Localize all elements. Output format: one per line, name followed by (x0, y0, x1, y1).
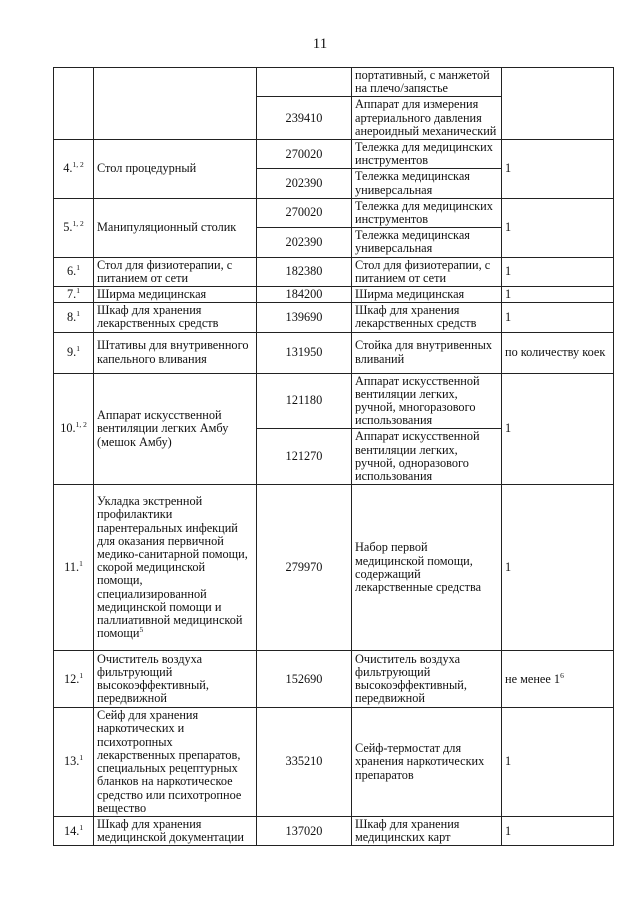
item-description: Тележка медицинская универсальная (352, 228, 502, 257)
item-description: Тележка медицинская универсальная (352, 169, 502, 198)
item-name-cell (94, 68, 257, 140)
item-code: 184200 (257, 287, 352, 303)
row-number-footnote: 1 (79, 670, 84, 680)
item-code: 139690 (257, 303, 352, 332)
item-code: 270020 (257, 140, 352, 169)
row-number-text: 11. (64, 560, 80, 575)
item-name-cell (94, 816, 257, 845)
row-number (54, 287, 94, 303)
item-code: 335210 (257, 708, 352, 817)
item-description: Шкаф для хранения медицинских карт (352, 816, 502, 845)
item-quantity-text: 1 (505, 823, 512, 838)
item-quantity-text: 1 (505, 161, 512, 176)
row-number (54, 257, 94, 286)
item-quantity (502, 485, 614, 651)
table-row (54, 816, 614, 845)
item-name-cell (94, 332, 257, 373)
row-number-text: 5. (63, 220, 73, 235)
item-quantity (502, 68, 614, 140)
item-quantity (502, 708, 614, 817)
row-number-text: 10. (60, 421, 76, 436)
item-quantity-text: 1 (505, 264, 512, 279)
row-number-text: 12. (63, 671, 80, 686)
row-number-footnote: 1 (79, 559, 83, 569)
page-number: 11 (312, 36, 328, 52)
row-number (54, 485, 94, 651)
item-name-cell (94, 373, 257, 485)
row-number-text: 14. (63, 823, 80, 838)
item-name: Аппарат искусственной вентиляции легких Амбу (мешок Амбу) (97, 408, 229, 449)
item-code: 239410 (257, 97, 352, 140)
table-body (54, 68, 614, 846)
item-code: 202390 (257, 228, 352, 257)
item-quantity (502, 287, 614, 303)
table-row (54, 140, 614, 169)
table-row (54, 708, 614, 817)
table-row (54, 68, 614, 97)
item-name-cell (94, 708, 257, 817)
item-code: 270020 (257, 198, 352, 227)
item-code: 182380 (257, 257, 352, 286)
equipment-table (53, 67, 614, 846)
item-description: Аппарат для измерения артериального давления анероидный механический (352, 97, 502, 140)
item-name-cell (94, 198, 257, 257)
item-code: 121180 (257, 373, 352, 429)
row-number-text: 7. (67, 287, 77, 302)
item-quantity-text: 1 (505, 421, 512, 436)
item-description: Набор первой медицинской помощи, содержащий лекарственные средства (352, 485, 502, 651)
row-number-footnote: 1 (76, 308, 80, 318)
item-code: 121270 (257, 429, 352, 485)
item-name: Шкаф для хранения медицинской документации (97, 816, 245, 845)
row-number (54, 332, 94, 373)
item-name-footnote: 5 (139, 625, 144, 635)
item-quantity-text: 1 (505, 309, 512, 324)
item-name: Манипуляционный столик (97, 220, 237, 235)
item-name-cell (94, 140, 257, 199)
row-number-footnote: 1 (76, 285, 80, 295)
item-description: Шкаф для хранения лекарственных средств (352, 303, 502, 332)
row-number-footnote: 1, 2 (72, 160, 84, 170)
row-number (54, 373, 94, 485)
row-number-footnote: 1 (76, 263, 80, 273)
row-number (54, 68, 94, 140)
item-name: Очиститель воздуха фильтрующий высокоэффективный, передвижной (97, 651, 209, 706)
item-description: Аппарат искусственной вентиляции легких, ручной, одноразового использования (352, 429, 502, 485)
item-quantity-text: 1 (505, 560, 512, 575)
row-number-footnote: 1, 2 (72, 219, 84, 229)
item-quantity-text: по количеству коек (505, 345, 606, 360)
table-row (54, 287, 614, 303)
table-row (54, 332, 614, 373)
item-description: Аппарат искусственной вентиляции легких, ручной, многоразового использования (352, 373, 502, 429)
row-number (54, 140, 94, 199)
row-number-text: 13. (63, 754, 80, 769)
item-code: 279970 (257, 485, 352, 651)
item-name: Шкаф для хранения лекарственных средств (97, 303, 219, 331)
item-quantity-text: 1 (505, 287, 512, 302)
item-description: Очиститель воздуха фильтрующий высокоэффективный, передвижной (352, 651, 502, 708)
item-description: Сейф-термостат для хранения наркотических препаратов (352, 708, 502, 817)
item-quantity (502, 140, 614, 199)
item-description: Стол для физиотерапии, с питанием от сети (352, 257, 502, 286)
item-quantity-text: 1 (505, 754, 512, 769)
row-number (54, 651, 94, 708)
item-quantity-footnote: 6 (560, 670, 564, 680)
item-quantity (502, 198, 614, 257)
row-number-footnote: 1 (79, 822, 84, 832)
row-number-footnote: 1 (79, 753, 84, 763)
row-number-footnote: 1 (76, 343, 80, 353)
item-name: Укладка экстренной профилактики парентеральных инфекций для оказания первичной медико-санитарной помощи, скорой медицинской помощи, специализированной медицинской помощи и паллиативной медицинской помощи (97, 494, 248, 641)
item-code: 202390 (257, 169, 352, 198)
item-code: 131950 (257, 332, 352, 373)
item-quantity-text: 1 (505, 220, 512, 235)
row-number (54, 303, 94, 332)
item-quantity (502, 651, 614, 708)
item-name-cell (94, 257, 257, 286)
row-number-text: 6. (67, 264, 77, 279)
item-quantity-text: не менее 1 (505, 671, 561, 686)
item-code (257, 68, 352, 97)
item-name: Штативы для внутривенного капельного вливания (97, 338, 249, 366)
item-description: портативный, с манжетой на плечо/запястье (352, 68, 502, 97)
item-name: Сейф для хранения наркотических и психотропных лекарственных препаратов, специальных рецептурных бланков на наркотическое средство или психотропное вещество (97, 708, 242, 815)
table-row (54, 485, 614, 651)
table-row (54, 198, 614, 227)
row-number (54, 816, 94, 845)
item-quantity (502, 332, 614, 373)
table-row (54, 373, 614, 429)
item-name: Стол процедурный (97, 161, 197, 176)
item-name-cell (94, 303, 257, 332)
row-number-text: 4. (63, 161, 73, 176)
row-number-text: 9. (67, 345, 77, 360)
item-name: Стол для физиотерапии, с питанием от сети (97, 257, 233, 285)
item-name-cell (94, 287, 257, 303)
item-quantity (502, 816, 614, 845)
item-description: Тележка для медицинских инструментов (352, 198, 502, 227)
item-code: 152690 (257, 651, 352, 708)
table-row (54, 303, 614, 332)
row-number-footnote: 1, 2 (75, 420, 87, 430)
item-description: Стойка для внутривенных вливаний (352, 332, 502, 373)
item-description: Ширма медицинская (352, 287, 502, 303)
row-number-text: 8. (67, 309, 77, 324)
table-row (54, 257, 614, 286)
item-name-cell (94, 485, 257, 651)
table-row (54, 651, 614, 708)
item-name: Ширма медицинская (97, 287, 207, 302)
item-quantity (502, 257, 614, 286)
item-name-cell (94, 651, 257, 708)
row-number (54, 708, 94, 817)
item-code: 137020 (257, 816, 352, 845)
item-description: Тележка для медицинских инструментов (352, 140, 502, 169)
item-quantity (502, 303, 614, 332)
item-quantity (502, 373, 614, 485)
row-number (54, 198, 94, 257)
